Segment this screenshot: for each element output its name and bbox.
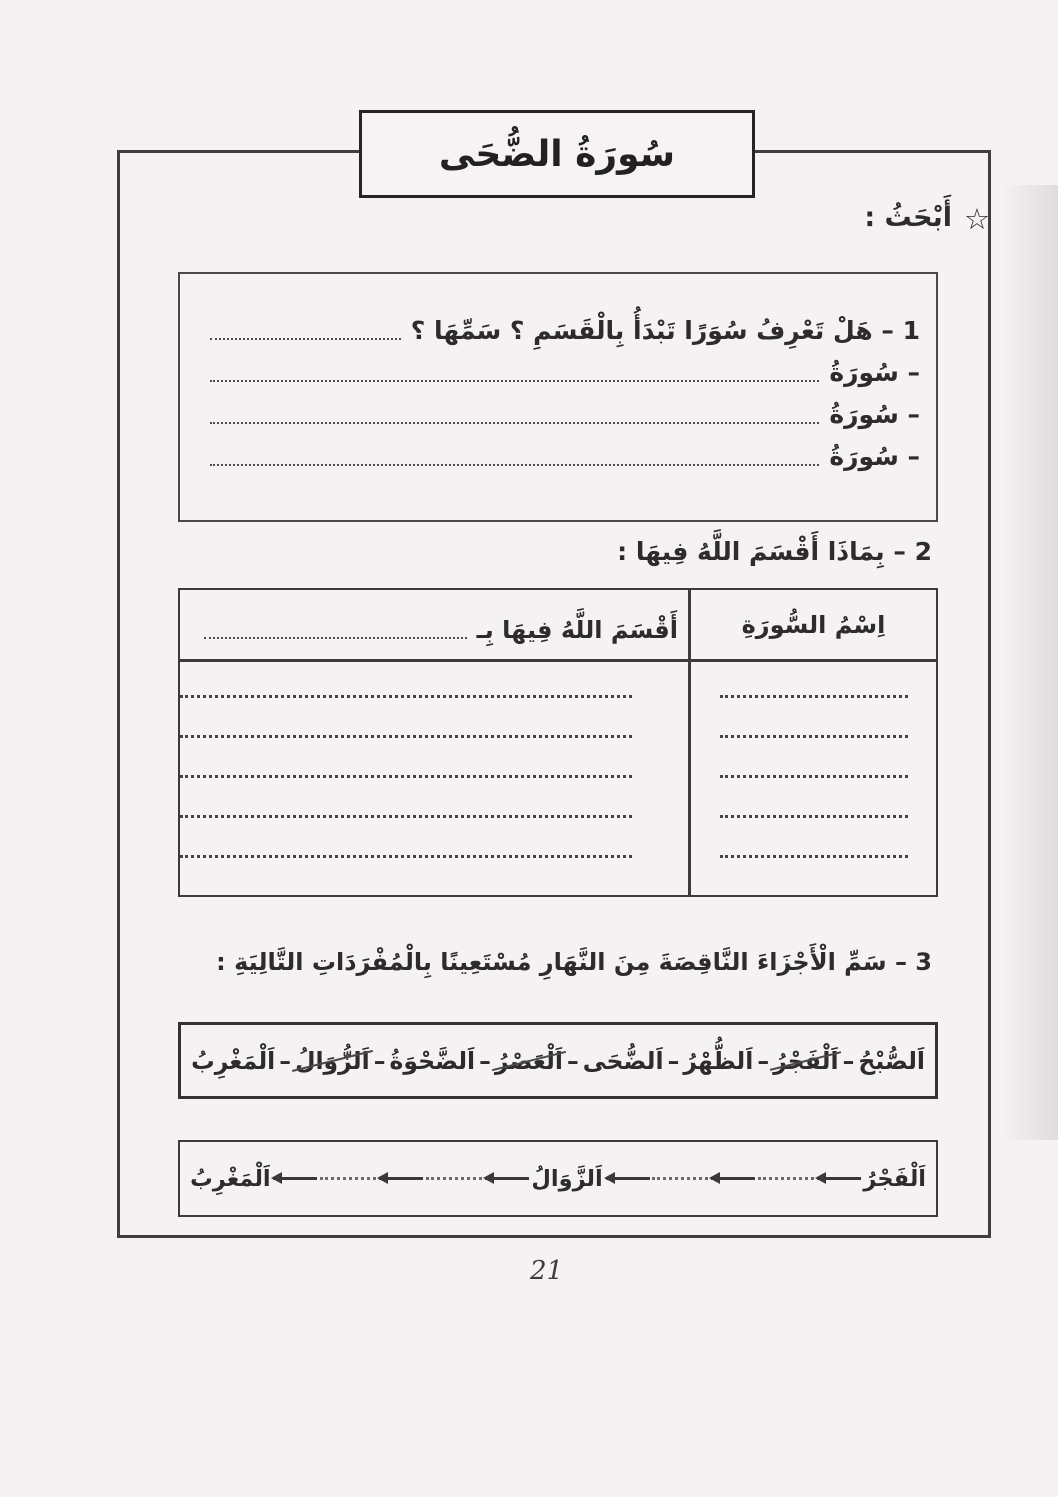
answer-line: [720, 815, 908, 818]
timeline: [178, 1140, 938, 1217]
scan-shadow: [1000, 185, 1058, 1140]
answer-blank: [204, 637, 467, 639]
table-header-oath-label: أَقْسَمَ اللَّهُ فِيهَا بِـ: [476, 616, 678, 645]
answer-line: [180, 775, 632, 778]
word-bank-item: اَلظُّهْرُ: [683, 1046, 754, 1075]
surah-line: [206, 388, 920, 430]
surah-line-label: – سُورَةُ: [829, 442, 920, 472]
table-body-name: [691, 662, 936, 895]
timeline-blank: [320, 1177, 376, 1180]
research-label: أَبْحَثُ :: [864, 201, 952, 233]
answer-line: [180, 815, 632, 818]
timeline-word: اَلْمَغْرِبُ: [190, 1165, 271, 1192]
separator: –: [373, 1046, 386, 1075]
answers-table: [178, 588, 938, 897]
word-bank-item: اَلْعَصْرُ: [494, 1046, 563, 1075]
star-icon: ☆: [964, 202, 990, 236]
separator: –: [757, 1046, 770, 1075]
timeline-blank: [652, 1177, 708, 1180]
timeline-blank: [758, 1177, 814, 1180]
word-bank-item: اَلضَّحْوَةُ: [389, 1046, 476, 1075]
answer-line: [720, 735, 908, 738]
answer-line: [720, 855, 908, 858]
question-3-label: 3 – سَمِّ الْأَجْزَاءَ النَّاقِصَةَ مِنَ النَّهَارِ مُسْتَعِينًا بِالْمُفْرَدَاتِ التَّالِيَةِ :: [216, 948, 932, 976]
separator: –: [479, 1046, 491, 1075]
separator: –: [566, 1046, 579, 1075]
research-header: [838, 200, 990, 234]
separator: –: [667, 1046, 680, 1075]
answer-line: [180, 735, 632, 738]
separator: –: [842, 1046, 855, 1075]
word-bank: [178, 1022, 938, 1099]
surah-line-label: – سُورَةُ: [829, 400, 920, 430]
answer-line: [720, 695, 908, 698]
page-title: سُورَةُ الضُّحَى: [438, 133, 676, 175]
title-box: [359, 110, 755, 198]
left-arrow-icon: [817, 1177, 861, 1180]
table-body-oath: [180, 662, 690, 895]
question-1-label: 1 – هَلْ تَعْرِفُ سُوَرًا تَبْدَأُ بِالْقَسَمِ ؟ سَمِّهَا ؟: [410, 316, 920, 346]
answer-blank: [210, 380, 819, 382]
page-number: 21: [530, 1256, 564, 1286]
timeline-word: اَلزَّوَالُ: [531, 1165, 603, 1192]
answer-line: [720, 775, 908, 778]
surah-line: [206, 430, 920, 472]
answer-blank: [210, 464, 819, 466]
timeline-blank: [426, 1177, 482, 1180]
left-arrow-icon: [711, 1177, 755, 1180]
question-1: [206, 304, 920, 346]
table-header-surah-name: اِسْمُ السُّورَةِ: [741, 610, 886, 639]
answer-line: [180, 855, 632, 858]
surah-lines: [206, 346, 920, 472]
left-arrow-icon: [606, 1177, 650, 1180]
question-1-box: [178, 272, 938, 522]
surah-line: [206, 346, 920, 388]
left-arrow-icon: [485, 1177, 529, 1180]
word-bank-item: اَلزُّوَالُ: [295, 1046, 370, 1075]
word-bank-item: اَلصُّبْحُ: [858, 1046, 925, 1075]
answer-blank: [210, 338, 401, 340]
timeline-word: اَلْفَجْرُ: [863, 1165, 926, 1192]
question-2-label: 2 – بِمَاذَا أَقْسَمَ اللَّهُ فِيهَا :: [617, 537, 932, 566]
left-arrow-icon: [379, 1177, 423, 1180]
separator: –: [279, 1046, 292, 1075]
word-bank-item: اَلضُّحَى: [582, 1046, 664, 1075]
left-arrow-icon: [273, 1177, 317, 1180]
word-bank-item: اَلْمَغْرِبُ: [191, 1046, 276, 1075]
surah-line-label: – سُورَةُ: [829, 358, 920, 388]
answer-line: [180, 695, 632, 698]
word-bank-item: اَلْفَجْرُ: [773, 1046, 839, 1075]
table-header-oath: [180, 590, 690, 659]
answer-blank: [210, 422, 819, 424]
